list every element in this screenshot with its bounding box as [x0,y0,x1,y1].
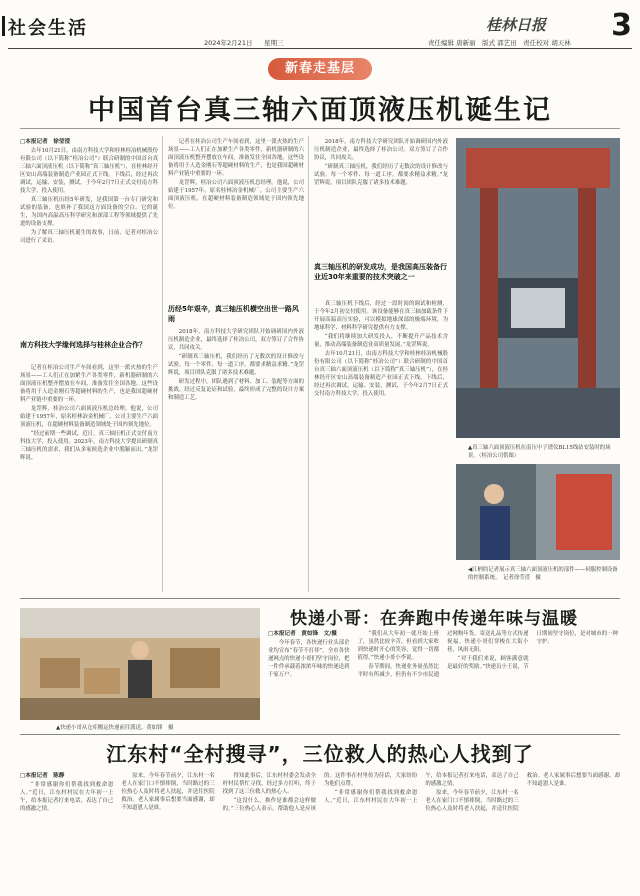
article1-byline: □本报记者 徐莹滢 [20,139,71,145]
press-machine-illustration [456,138,620,438]
press-machine-photo [456,138,620,438]
article1-col3 [314,138,448,258]
photo-caption-3: ▲快递小哥从仓库搬运快递前往派送。黄如锋 摄 [56,725,174,731]
article1-para: “经过前期一些调试，近日，真三轴压机正式交付南方科技大学，投入使用。2023年，南方科技大学提出研制真三轴压机的需求，我们从多家候选企业中脱颖而出。”龙罡辉说。 [20,431,158,461]
article1-para: 去年10月21日，由南方科技大学和桂林桂冶机械股份有限公司（以下简称“桂冶公司”）联合研制的中国首台真三轴六面顶液压机（以下简称“真三轴压机”），在桂林经开区安山高端装备制造产业园正式下线。下线后，经过再次调试，运输、安装，测试，于今年2月7日正式交付南方科技大学，投入使用。 [314,351,448,397]
article1-para: “研制真三轴压机，我们经历了无数次的设计修改与试验。每一个零件、每一道工序，都要求精益求精。”龙罡辉说，项目团队克服了诸多技术难题。 [168,354,304,376]
article2-byline: □本报记者 黄如锋 文/摄 [268,631,337,637]
article1-subhead3: 真三轴压机的研发成功，是我国高压装备行业近30年来重要的技术突破之一 [314,263,447,281]
article3-para: 得知此事后，江东村村委会发动全村村民帮忙寻找，经过多方打听，终于找到了这三位救人的热心人。 [222,773,316,795]
courier-photo [20,608,260,720]
article2-para: “对于我们来说，顾客满意就是最好的奖励。”快递员小王说，节日期间坚守岗位，是对城市的一种守护。 [447,631,618,670]
section-rule [20,734,620,735]
article1-para: 龙罡辉，桂冶公司六面顶液压机总经理。他说，公司始建于1957年，原名桂林冶金机械厂。公司主要生产六面顶液压机，在超硬材料装备制造领域处于国内领先地位。 [20,406,158,428]
issue-weekday: 星期三 [264,39,284,47]
article1-col1 [20,138,158,338]
article1-para: 研发过程中，团队遇到了材料、加工、装配等方面的挑战。经过反复论证和试验，最终形成了完整的设计方案和制造工艺。 [168,379,304,401]
masthead [8,8,632,52]
article1-para: 2018年，南方科技大学研究团队开始调研国内外液压机制造企业，最终选择了桂冶公司。双方签订了合作协议，共同攻关。 [168,329,304,351]
masthead-rule [8,48,632,49]
article2-headline: 快递小哥：在奔跑中传递年味与温暖 [290,609,578,629]
article1-subhead2: 历经5年艰辛，真三轴压机横空出世一路风雨 [168,305,299,323]
photo-caption-2: ◀江柄的记者展示真三轴六面顶液压机的部件——伺服控制设备的控制系统。 记者徐莹滢 摄 [468,567,618,581]
article1-subhead1: 南方科技大学缘何选择与桂林企业合作？ [20,341,146,349]
engineer-photo [456,464,620,560]
issue-date: 2024年2月21日 [204,39,253,47]
article3-body [20,772,620,888]
article1-para: “我们将继续加大研发投入，不断提升产品技术含量，推动高端装备制造业高质量发展。”龙罡辉说。 [314,334,448,348]
page-number: 3 [611,8,632,43]
article3-byline: □本报记者 陈静 [20,773,65,779]
article1-para: 真三轴压机历经5年研发，是我国第一台专门研究和试验的装备，也填补了我国这方面设备的空白。它的诞生，为国内高温高压科学研究和深部工程等领域提供了先进的设备支撑。 [20,197,158,227]
column-name: 社会生活 [8,14,88,40]
article1-col2b [168,328,304,592]
article1-para: 真三轴压机下线后，经过一段时间的调试和检测，于今年2月初交付使用。该设备能够在真三轴加载条件下开展高温高压实验，可以模拟地球深部的极端环境，为地球科学、材料科学研究提供有力支撑。 [314,301,448,331]
article1-col2 [168,138,304,302]
article3-headline: 江东村“全村搜寻”，三位救人的热心人找到了 [106,742,534,766]
column-divider [162,136,163,592]
photo-caption-1: ▲真三轴六面顶液压机在南压中子谱仪BL15线站安装时的场景。（桂冶公司供图） [468,445,611,459]
article1-headline: 中国首台真三轴六面顶液压机诞生记 [88,95,552,126]
section-rule [20,598,620,599]
article2-para: 春节期间，快递业务量虽然比平时有所减少，但仍有不少市民通过网购年货、寄送礼品等方式传递祝福。快递小哥们穿梭在大街小巷，风雨无阻。 [357,631,529,678]
article1-para: 去年10月21日，由南方科技大学和桂林桂冶机械股份有限公司（以下简称“桂冶公司”）联合研制的中国首台真三轴六面顶液压机（以下简称“真三轴压机”），在桂林经开区安山高端装备制造产业园正式下线。下线后，经过再次调试，运输、安装，测试，于今年2月7日正式交付南方科技大学，投入使用。 [20,148,158,194]
article1-col1b [20,364,158,592]
article2-para: “我们从大年初一就开始上班了，虽然比较辛苦，但看到大家收到快递时开心的笑容，觉得一切都值得。”快递小哥小李说。 [357,631,439,661]
article2-body [268,630,618,730]
courier-illustration [20,608,260,720]
article1-para: 龙罡辉，桂冶公司六面顶液压机总经理。他说，公司始建于1957年，原名桂林冶金机械厂。公司主要生产六面顶液压机，在超硬材料装备制造领域处于国内领先地位。 [168,180,304,210]
section-banner: 新春走基层 [268,58,372,80]
article1-para: 为了解真三轴压机诞生的故事，日前，记者对桂冶公司进行了采访。 [20,230,158,244]
article3-para: “非常感谢你们帮我找到救命恩人。”近日，江东村村民在大年初一上午，给本报记者打来电话，表达了自己的感激之情。 [20,782,114,812]
article1-para: “研制真三轴压机，我们经历了无数次的设计修改与试验。每一个零件、每一道工序，都要求精益求精。”龙罡辉说，项目团队克服了诸多技术难题。 [314,164,448,186]
article3-para: “非常感谢你们帮我找到救命恩人。”近日，江东村村民在大年初一上午，给本报记者打来电话，表达了自己的感激之情。 [323,773,519,804]
editors-credit: 责任编辑 唐新丽 版式 郭艺田 责任校对 胡天林 [428,39,571,47]
headline-rule [20,128,620,129]
article2-para: 今年春节，各快递行业头部企业均宣布“春节不打烊”。全市各快递网点的快递小哥们坚守岗位，把一件件承载着浓浓年味的快递送到千家万户。 [268,640,350,678]
article1-para: 记者在桂冶公司生产车间看到，这里一派火热的生产场景——工人们正在加紧生产各类零件，新机器研制的六面顶液压机整齐摆放在车间，准备发往全国各地。这些设备将用于人造金刚石等超硬材料的生产，也是我国超硬材料产业链中重要的一环。 [20,365,158,403]
column-divider [308,136,309,592]
article1-col3b [314,300,448,592]
article1-para: 2018年，南方科技大学研究团队开始调研国内外液压机制造企业，最终选择了桂冶公司。双方签订了合作协议，共同攻关。 [314,139,448,161]
engineer-illustration [456,464,620,560]
article1-para: 记者在桂冶公司生产车间看到，这里一派火热的生产场景——工人们正在加紧生产各类零件，新机器研制的六面顶液压机整齐摆放在车间，准备发往全国各地。这些设备将用于人造金刚石等超硬材料的生产，也是我国超硬材料产业链中重要的一环。 [168,139,304,177]
article3-para: 原来，今年春节前夕，江东村一名老人在家门口不慎摔倒，当时路过的三位热心人及时将老人扶起，并送往医院救治。老人家属事后想要当面感谢，却不知道恩人是谁。 [425,773,620,812]
paper-logo: 桂林日报 [486,16,547,34]
article3-para: 原来，今年春节前夕，江东村一名老人在家门口不慎摔倒，当时路过的三位热心人及时将老人扶起，并送往医院救治。老人家属事后想要当面感谢，却不知道恩人是谁。 [121,773,215,811]
article3-para: “这没什么，换作是谁都会这样做的。”三位热心人表示，帮助他人是应该的。这件事在村里传为佳话，大家纷纷为他们点赞。 [222,773,418,812]
